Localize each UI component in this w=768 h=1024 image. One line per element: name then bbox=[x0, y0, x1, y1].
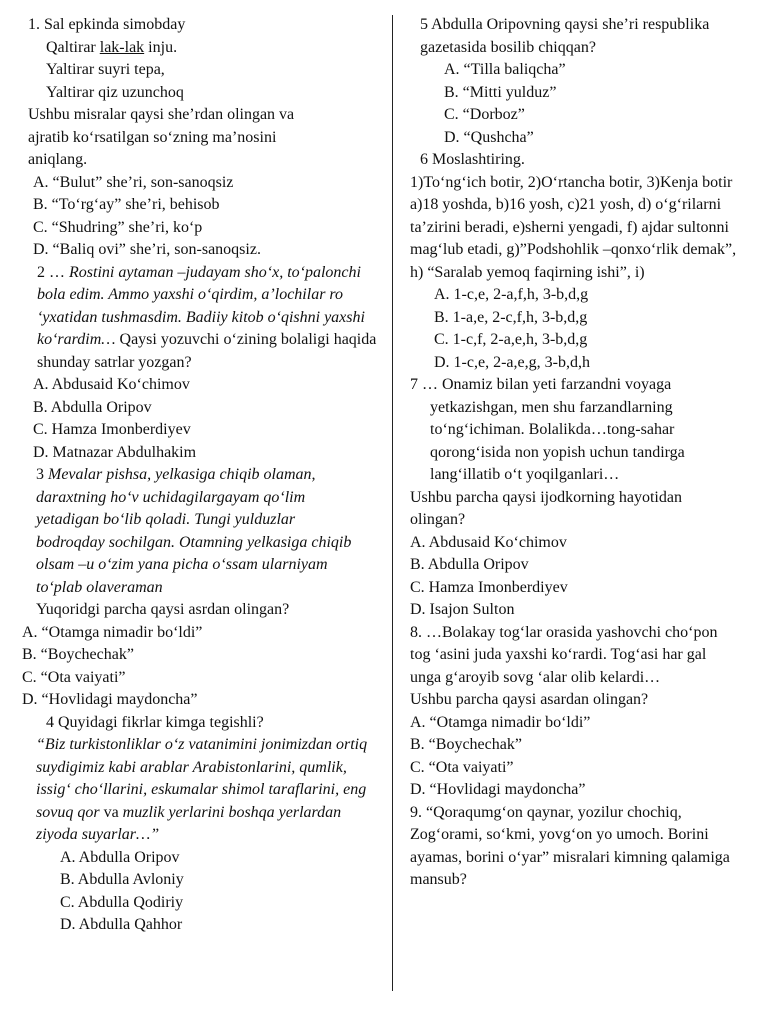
q6-option-a[interactable]: A. 1-c,e, 2-a,f,h, 3-b,d,g bbox=[434, 286, 589, 303]
q1-poem-line-3: Yaltirar suyri tepa, bbox=[46, 61, 165, 78]
column-divider bbox=[392, 15, 393, 991]
q1-poem-line-4: Yaltirar qiz uzunchoq bbox=[46, 83, 184, 101]
q1-option-a[interactable]: A. “Bulut” she’ri, son-sanoqsiz bbox=[33, 173, 234, 191]
q1-option-c[interactable]: C. “Shudring” she’ri, ko‘p bbox=[33, 218, 203, 236]
q7-option-d[interactable]: D. Isajon Sulton bbox=[410, 601, 515, 618]
question-6 bbox=[410, 149, 755, 374]
q7-option-a[interactable]: A. Abdusaid Ko‘chimov bbox=[410, 533, 567, 551]
q7-option-c[interactable]: C. Hamza Imonberdiyev bbox=[410, 578, 568, 596]
q2-option-d[interactable]: D. Matnazar Abdulhakim bbox=[33, 443, 197, 461]
q4-option-d[interactable]: D. Abdulla Qahhor bbox=[60, 916, 183, 933]
q2-option-c[interactable]: C. Hamza Imonberdiyev bbox=[33, 421, 191, 438]
question-2 bbox=[22, 262, 377, 465]
q4-quote-joiner: va bbox=[99, 803, 123, 821]
q2-option-a[interactable]: A. Abdusaid Ko‘chimov bbox=[33, 376, 190, 393]
q1-prompt: Ushbu misralar qaysi she’rdan olingan va ajratib ko‘rsatilgan so‘zning ma’nosini aniqlang. bbox=[28, 106, 295, 168]
q7-question: Ushbu parcha qaysi ijodkorning hayotidan olingan? bbox=[410, 488, 682, 528]
q5-option-c[interactable]: C. “Dorboz” bbox=[444, 106, 525, 123]
question-5 bbox=[410, 14, 755, 149]
q4-option-a[interactable]: A. Abdulla Oripov bbox=[60, 848, 180, 866]
q3-option-a[interactable]: A. “Otamga nimadir bo‘ldi” bbox=[22, 623, 203, 641]
q1-poem-line2-pre: Qaltirar bbox=[46, 38, 100, 56]
q8-option-d[interactable]: D. “Hovlidagi maydoncha” bbox=[410, 781, 586, 798]
q4-option-c[interactable]: C. Abdulla Qodiriy bbox=[60, 893, 184, 911]
q2-text bbox=[22, 262, 377, 375]
q2-number: 2 … bbox=[37, 263, 69, 281]
question-8 bbox=[410, 622, 755, 802]
q3-excerpt: Mevalar pishsa, yelkasiga chiqib olaman, daraxtning ho‘v uchidagilargayam qo‘lim yetadigan bo‘lib qoladi. Tungi yulduzlar bodroqday sochilgan. Otamning yelkasiga chiqib olsam –u o‘zim yana picha o‘ssam ularniyam to‘plab olaveraman bbox=[36, 466, 352, 596]
q6-items: 1)To‘ng‘ich botir, 2)O‘rtancha botir, 3)Kenja botir bbox=[410, 173, 733, 191]
q7-head: 7 … Onamiz bilan yeti farzandni voyaga yetkazishgan, men shu farzandlarning to‘ng‘ichiman. Bolalikda…tong-sahar qorong‘isida non yopish uchun tandirga lang‘illatib o‘t yoqilganlari… bbox=[410, 376, 685, 483]
q9-head: 9. “Qoraqumg‘on qaynar, yozilur chochiq, Zog‘orami, so‘kmi, yovg‘on yo umoch. Borini ayamas, borini o‘yar” misralari kimning qalamiga mansub? bbox=[410, 803, 730, 888]
q8-option-b[interactable]: B. “Boychechak” bbox=[410, 736, 522, 753]
q2-option-b[interactable]: B. Abdulla Oripov bbox=[33, 398, 152, 416]
q6-option-c[interactable]: C. 1-c,f, 2-a,e,h, 3-b,d,g bbox=[434, 331, 588, 348]
question-9 bbox=[410, 802, 755, 892]
q6-option-b[interactable]: B. 1-a,e, 2-c,f,h, 3-b,d,g bbox=[434, 308, 588, 326]
question-7 bbox=[410, 374, 755, 622]
q3-option-b[interactable]: B. “Boychechak” bbox=[22, 646, 134, 663]
q7-option-b[interactable]: B. Abdulla Oripov bbox=[410, 556, 529, 573]
q3-option-c[interactable]: C. “Ota vaiyati” bbox=[22, 668, 126, 686]
q5-option-d[interactable]: D. “Qushcha” bbox=[444, 128, 534, 146]
q1-head: 1. Sal epkinda simobday bbox=[28, 16, 186, 33]
q3-number: 3 bbox=[36, 466, 48, 483]
q6-option-d[interactable]: D. 1-c,e, 2-a,e,g, 3-b,d,h bbox=[434, 353, 590, 371]
q4-quote bbox=[22, 734, 376, 847]
q1-option-d[interactable]: D. “Baliq ovi” she’ri, son-sanoqsiz. bbox=[33, 241, 261, 258]
q8-question: Ushbu parcha qaysi asardan olingan? bbox=[410, 691, 649, 708]
q8-option-a[interactable]: A. “Otamga nimadir bo‘ldi” bbox=[410, 713, 591, 731]
question-3 bbox=[22, 464, 377, 712]
q6-matches: a)18 yoshda, b)16 yosh, c)21 yosh, d) o‘g‘rilarni ta’zirini beradi, e)sherni yengadi, f) ajdar sultonni mag‘lub etadi, g)”Podshohlik –qonxo‘rlik demak”, h) “Saralab yemoq faqirning ishi”, i) bbox=[410, 196, 737, 281]
q4-head: 4 Quyidagi fikrlar kimga tegishli? bbox=[46, 713, 264, 731]
q1-poem-line-2 bbox=[22, 37, 377, 60]
q3-text bbox=[22, 464, 356, 599]
q5-head: 5 Abdulla Oripovning qaysi she’ri respublika gazetasida bosilib chiqqan? bbox=[420, 16, 710, 56]
right-column bbox=[410, 14, 755, 892]
q3-option-d[interactable]: D. “Hovlidagi maydoncha” bbox=[22, 691, 198, 708]
q5-option-b[interactable]: B. “Mitti yulduz” bbox=[444, 83, 557, 101]
left-column bbox=[22, 14, 377, 937]
q8-head: 8. …Bolakay tog‘lar orasida yashovchi cho‘pon tog ‘asini juda yaxshi ko‘rardi. Tog‘asi har gal unga g‘aroyib sovg ‘alar olib kelardi… bbox=[410, 623, 718, 686]
question-4 bbox=[22, 712, 377, 937]
q2-excerpt: Rostini aytaman –judayam sho‘x, to‘palonchi bola edim. Ammo yaxshi o‘qirdim, a’lochilar ro ‘yxatidan tushmasdim. Badiiy kitob o‘qishni yaxshi ko‘rardim… bbox=[37, 263, 365, 348]
q3-question: Yuqoridgi parcha qaysi asrdan olingan? bbox=[36, 601, 290, 618]
q8-option-c[interactable]: C. “Ota vaiyati” bbox=[410, 758, 514, 776]
q2-question: Qaysi yozuvchi o‘zining bolaligi haqida shunday satrlar yozgan? bbox=[37, 331, 377, 371]
q1-poem-line2-post: inju. bbox=[144, 38, 178, 56]
q5-option-a[interactable]: A. “Tilla baliqcha” bbox=[444, 61, 566, 78]
q4-quote-part-2: muzlik yerlarini boshqa yerlardan ziyoda suyarlar…” bbox=[36, 803, 342, 843]
q6-head: 6 Moslashtiring. bbox=[420, 151, 525, 168]
q4-option-b[interactable]: B. Abdulla Avloniy bbox=[60, 871, 184, 888]
question-1 bbox=[22, 14, 377, 262]
q1-option-b[interactable]: B. “To‘rg‘ay” she’ri, behisob bbox=[33, 196, 220, 213]
q1-highlighted-word: lak-lak bbox=[99, 38, 145, 56]
q4-quote-part-1: “Biz turkistonliklar o‘z vatanimini jonimizdan ortiq suydigimiz kabi arablar Arabistonlarini, qumlik, issig‘ cho‘llarini, eskumalar shimol taraflarini, eng sovuq qor bbox=[36, 736, 368, 821]
